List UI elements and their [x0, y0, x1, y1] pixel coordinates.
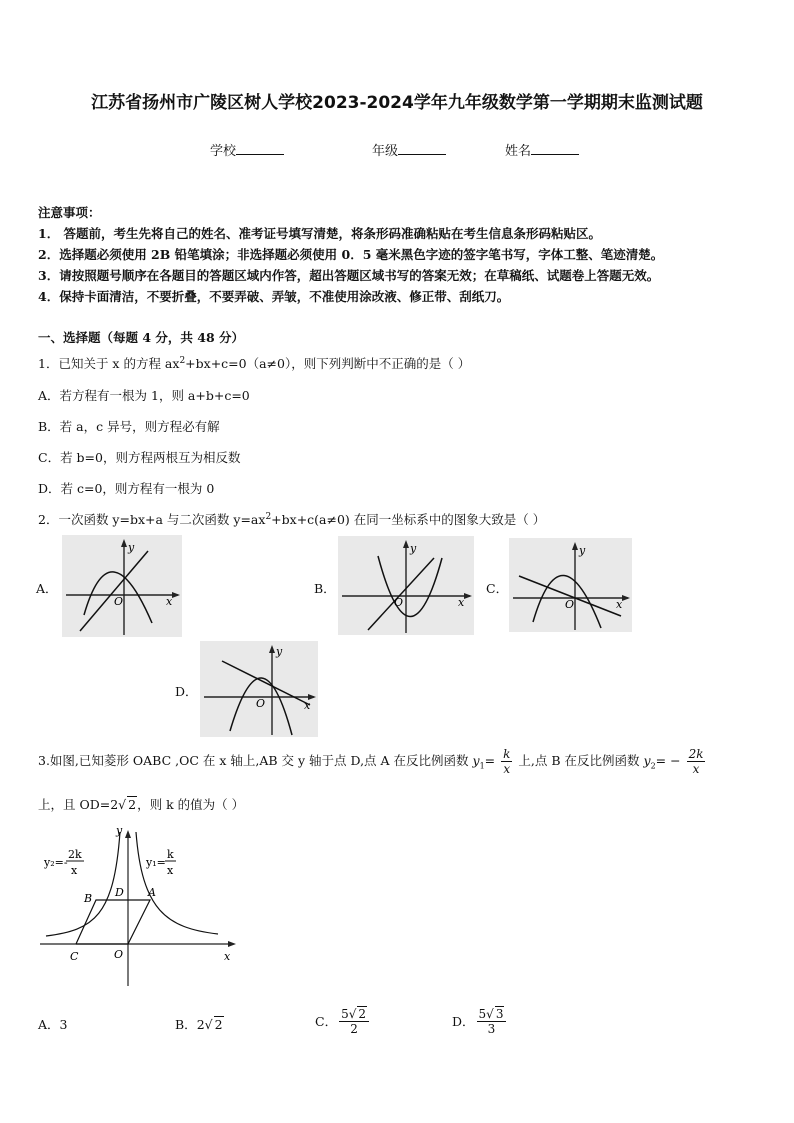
point-d-label: D — [115, 886, 124, 899]
y-axis-label: y — [276, 645, 283, 658]
q1-option-a[interactable]: A．若方程有一根为 1，则 a+b+c=0 — [38, 388, 250, 403]
y-axis-label: y — [579, 544, 586, 557]
q2-graph-a[interactable] — [62, 535, 182, 637]
q2-option-a-label[interactable]: A． — [36, 581, 58, 596]
q3-option-c[interactable]: C． $\frac{5√ 2}{2}$ — [315, 1006, 371, 1036]
grade-field: 年级 — [372, 140, 446, 159]
point-b-label: B — [84, 892, 93, 905]
origin-label: O — [114, 948, 124, 961]
q1-option-d[interactable]: D．若 c=0，则方程有一根为 0 — [38, 481, 215, 496]
question-3-stem: 3.如图,已知菱形 OABC ,OC 在 x 轴上,AB 交 y 轴于点 D,点 A 在反比例函数 $y_1=$ $\frac{k}{x}$ 上,点 B 在反比例函数 $y_2=$ − $\frac{2k}{x}$ — [38, 747, 704, 776]
x-axis-label: x — [458, 596, 465, 609]
question-1-stem: 1．已知关于 x 的方程 $ax^2+bx+c=0(a\ne 0)$，则下列判断中不正确的是（ ） — [38, 355, 471, 371]
q1-option-b[interactable]: B．若 a，c 异号，则方程必有解 — [38, 419, 220, 434]
section-heading: 一、选择题（每题 4 分，共 48 分） — [38, 330, 245, 345]
notice-heading: 注意事项： — [38, 205, 101, 220]
x-axis-label: x — [224, 950, 231, 963]
q1-option-c[interactable]: C．若 b=0，则方程两根互为相反数 — [38, 450, 241, 465]
q3-figure — [36, 820, 242, 990]
name-field: 姓名 — [505, 140, 579, 159]
y1-denominator: x — [167, 864, 174, 877]
q3-option-a[interactable]: A．3 — [38, 1017, 68, 1032]
question-3-stem-line2: 上，且 OD=2√ 2，则 k 的值为（ ） — [38, 797, 245, 812]
notice-item: 4．保持卡面清洁，不要折叠，不要弄破、弄皱，不准使用涂改液、修正带、刮纸刀。 — [38, 289, 510, 304]
origin-label: O — [114, 595, 124, 608]
x-axis-label: x — [166, 595, 173, 608]
y1-numerator: k — [167, 848, 174, 861]
origin-label: O — [394, 596, 404, 609]
q2-graph-c[interactable] — [509, 538, 632, 632]
y-axis-label: y — [128, 541, 135, 554]
q2-graph-d[interactable] — [200, 641, 318, 737]
x-axis-label: x — [304, 699, 311, 712]
origin-label: O — [256, 697, 266, 710]
q3-option-b[interactable]: B．2√ 2 — [175, 1017, 223, 1032]
y2-denominator: x — [71, 864, 78, 877]
q2-option-b-label[interactable]: B． — [314, 581, 336, 596]
point-c-label: C — [70, 950, 79, 963]
y-axis-label: y — [116, 824, 123, 837]
school-field: 学校 — [210, 140, 284, 159]
point-a-label: A — [148, 886, 156, 899]
origin-label: O — [565, 598, 575, 611]
q2-option-c-label[interactable]: C． — [486, 581, 509, 596]
question-2-stem: 2．一次函数 y=bx+a 与二次函数 $y=ax^2+bx+c(a\ne 0)$ 在同一坐标系中的图象大致是（ ） — [38, 511, 546, 527]
q2-option-d-label[interactable]: D． — [175, 684, 198, 699]
x-axis-label: x — [616, 598, 623, 611]
y-axis-label: y — [410, 542, 417, 555]
q2-graph-b[interactable] — [338, 536, 474, 635]
y2-label: y₂=- — [44, 856, 68, 869]
page-title: 江苏省扬州市广陵区树人学校2023-2024学年九年级数学第一学期期末监测试题 — [91, 93, 703, 113]
y2-numerator: 2k — [68, 848, 82, 861]
q3-option-d[interactable]: D． $\frac{5√ 3}{3}$ — [452, 1006, 508, 1036]
notice-item: 3．请按照题号顺序在各题目的答题区域内作答，超出答题区域书写的答案无效；在草稿纸、试题卷上答题无效。 — [38, 268, 660, 283]
notice-item: 1． 答题前，考生先将自己的姓名、准考证号填写清楚，将条形码准确粘贴在考生信息条形码粘贴区。 — [38, 226, 602, 241]
y1-label: y₁= — [146, 856, 166, 869]
notice-item: 2．选择题必须使用 2B 铅笔填涂；非选择题必须使用 0．5 毫米黑色字迹的签字笔书写，字体工整、笔迹清楚。 — [38, 247, 664, 262]
